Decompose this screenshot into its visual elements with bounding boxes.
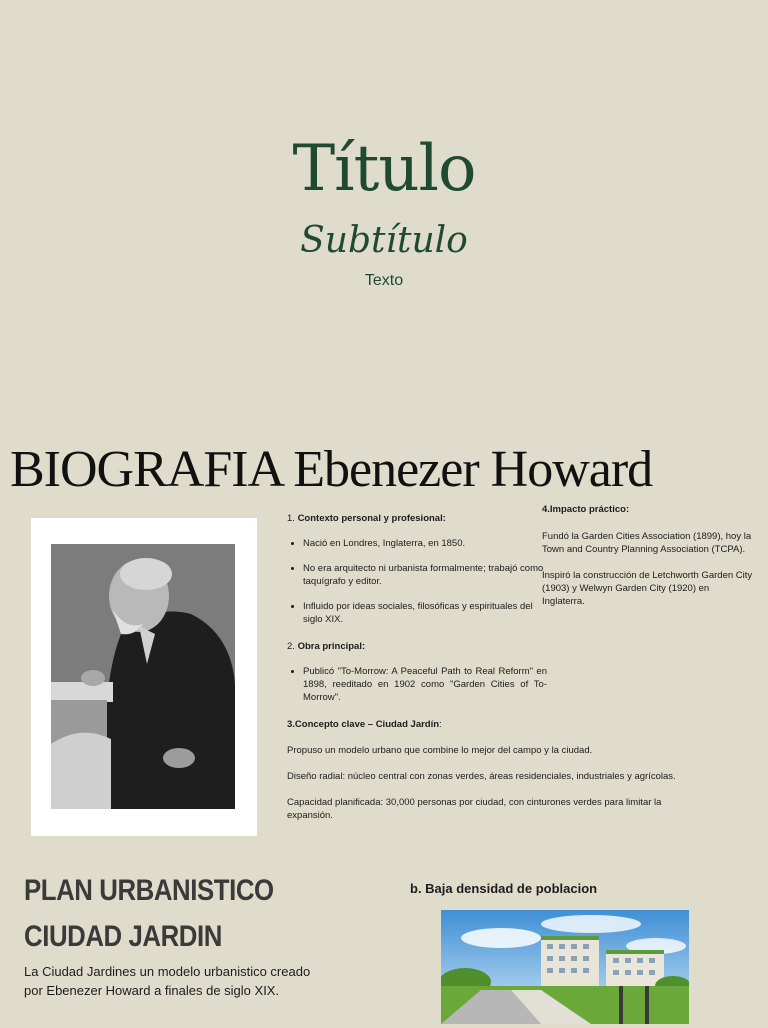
section-concept xyxy=(287,718,676,822)
paragraph: Capacidad planificada: 30,000 personas por ciudad, con cinturones verdes para limitar la expansión. xyxy=(287,797,662,821)
paragraph: Inspiró la construcción de Letchworth Garden City (1903) y Welwyn Garden City (1920) en Inglaterra. xyxy=(542,570,753,607)
section-number: 1. xyxy=(287,513,298,524)
plan-heading xyxy=(24,868,308,960)
cover-text: Texto xyxy=(364,272,404,289)
paragraph: Propuso un modelo urbano que combine lo mejor del campo y la ciudad. xyxy=(287,745,593,756)
howard-portrait-photo xyxy=(51,544,235,809)
list-item: • No era arquitecto ni urbanista formalmente; trabajó como taquígrafo y editor. xyxy=(303,562,547,588)
paragraph: Fundó la Garden Cities Association (1899), hoy la Town and Country Planning Association (TCPA). xyxy=(542,531,752,555)
density-subheading: b. Baja densidad de poblacion xyxy=(410,881,598,896)
section-title-suffix: : xyxy=(439,719,442,730)
biography-heading: BIOGRAFIA Ebenezer Howard xyxy=(10,441,653,498)
cover-title: Título xyxy=(292,132,476,206)
cover-subtitle: Subtítulo xyxy=(300,220,468,261)
section-work xyxy=(287,640,547,704)
plan-heading-line: PLAN URBANISTICO xyxy=(24,874,274,907)
paragraph: Diseño radial: núcleo central con zonas verdes, áreas residenciales, industriales y agrícolas. xyxy=(287,771,676,782)
section-title: Contexto personal y profesional: xyxy=(297,513,446,524)
biography-right-column xyxy=(542,503,754,621)
section-title: 4.Impacto práctico: xyxy=(542,504,630,515)
list-item: • Publicó "To-Morrow: A Peaceful Path to Real Reform" en 1898, reeditado en 1902 como "Garden Cities of To-Morrow". xyxy=(303,665,547,704)
section-title: Obra principal: xyxy=(297,641,366,652)
plan-heading-line: CIUDAD JARDIN xyxy=(24,920,222,953)
list-item: • Influido por ideas sociales, filosóficas y espirituales del siglo XIX. xyxy=(303,600,547,626)
section-title: 3.Concepto clave – Ciudad Jardín xyxy=(287,719,440,730)
section-number: 2. xyxy=(287,641,298,652)
section-context xyxy=(287,512,547,626)
garden-city-render-image xyxy=(441,910,689,1024)
list-item: • Nació en Londres, Inglaterra, en 1850. xyxy=(303,537,547,550)
plan-description: La Ciudad Jardines un modelo urbanistico creado por Ebenezer Howard a finales de siglo XIX. xyxy=(24,964,311,998)
